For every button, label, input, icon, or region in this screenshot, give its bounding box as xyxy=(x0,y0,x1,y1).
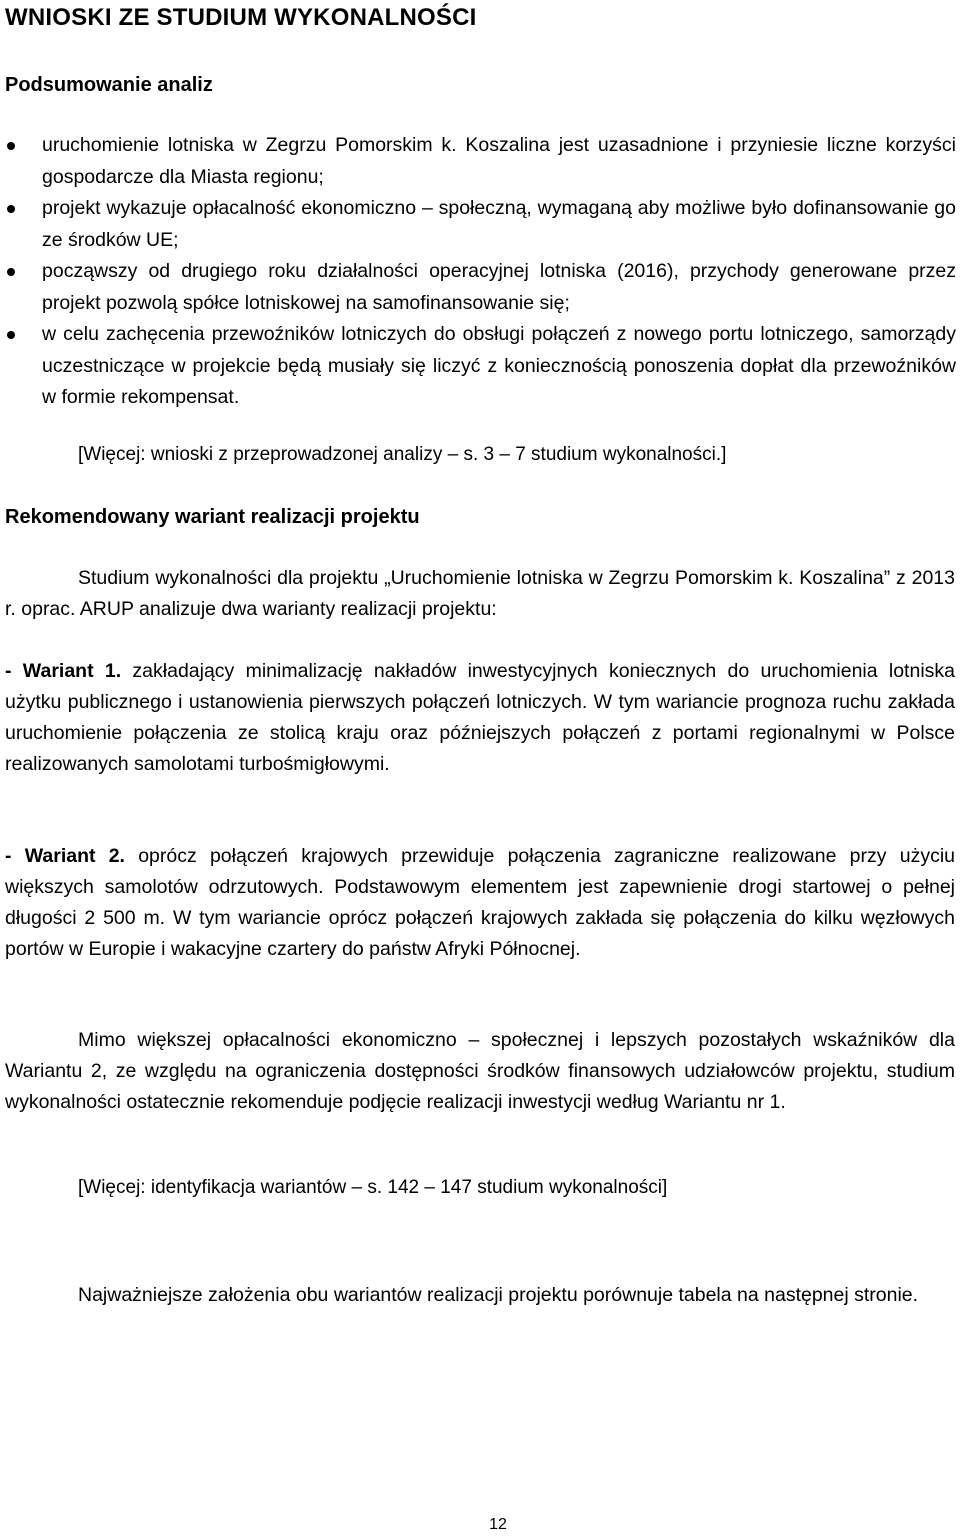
variant-2-paragraph xyxy=(5,841,955,965)
list-item-text: w celu zachęcenia przewoźników lotniczych do obsługi połączeń z nowego portu lotniczego, samorządy uczestniczące w projekcie będą musiały się liczyć z koniecznością ponoszenia dopłat dla przewoźników w formie rekompensat. xyxy=(42,323,956,408)
page-number: 12 xyxy=(489,1516,507,1533)
summary-bullet-list xyxy=(0,130,960,414)
variant-1-paragraph xyxy=(5,656,955,780)
variant-2-text: oprócz połączeń krajowych przewiduje połączenia zagraniczne realizowane przy użyciu większych samolotów odrzutowych. Podstawowym elementem jest zapewnienie drogi startowej o pełnej długości 2 500 m. W tym wariancie oprócz połączeń krajowych zakłada się połączenia do kilku węzłowych portów w Europie i wakacyjne czartery do państw Afryki Północnej. xyxy=(5,845,955,960)
bullet-icon xyxy=(7,268,15,276)
page-title: WNIOSKI ZE STUDIUM WYKONALNOŚCI xyxy=(5,4,477,31)
list-item xyxy=(0,319,960,414)
recommended-variant-heading: Rekomendowany wariant realizacji projektu xyxy=(5,506,420,528)
variant-1-label: - Wariant 1. xyxy=(5,660,122,682)
reference-note-variants: [Więcej: identyfikacja wariantów – s. 142 – 147 studium wykonalności] xyxy=(78,1177,668,1198)
list-item xyxy=(0,256,960,319)
reference-note-analysis: [Więcej: wnioski z przeprowadzonej analizy – s. 3 – 7 studium wykonalności.] xyxy=(78,444,727,465)
bullet-icon xyxy=(7,142,15,150)
summary-heading: Podsumowanie analiz xyxy=(5,74,213,96)
variant-2-label: - Wariant 2. xyxy=(5,845,125,867)
bullet-icon xyxy=(7,205,15,213)
list-item-text: uruchomienie lotniska w Zegrzu Pomorskim k. Koszalina jest uzasadnione i przyniesie liczne korzyści gospodarcze dla Miasta regionu; xyxy=(42,134,956,188)
conclusion-paragraph: Mimo większej opłacalności ekonomiczno – społecznej i lepszych pozostałych wskaźników dla Wariantu 2, ze względu na ograniczenia dostępności środków finansowych udziałowców projektu, studium wykonalności ostatecznie rekomenduje podjęcie realizacji inwestycji według Wariantu nr 1. xyxy=(5,1029,955,1113)
bullet-icon xyxy=(7,331,15,339)
variant-1-text: zakładający minimalizację nakładów inwestycyjnych koniecznych do uruchomienia lotniska użytku publicznego i ustanowienia pierwszych połączeń lotniczych. W tym wariancie prognoza ruchu zakłada uruchomienie połączenia ze stolicą kraju oraz późniejszych połączeń z portami regionalnymi w Polsce realizowanych samolotami turbośmigłowymi. xyxy=(5,660,955,775)
list-item xyxy=(0,193,960,256)
closing-paragraph: Najważniejsze założenia obu wariantów realizacji projektu porównuje tabela na następnej stronie. xyxy=(78,1284,919,1306)
list-item xyxy=(0,130,960,193)
list-item-text: projekt wykazuje opłacalność ekonomiczno – społeczną, wymaganą aby możliwe było dofinansowanie go ze środków UE; xyxy=(42,197,956,251)
list-item-text: począwszy od drugiego roku działalności operacyjnej lotniska (2016), przychody generowane przez projekt pozwolą spółce lotniskowej na samofinansowanie się; xyxy=(42,260,956,314)
intro-paragraph: Studium wykonalności dla projektu „Uruchomienie lotniska w Zegrzu Pomorskim k. Koszalina” z 2013 r. oprac. ARUP analizuje dwa warianty realizacji projektu: xyxy=(5,567,955,620)
